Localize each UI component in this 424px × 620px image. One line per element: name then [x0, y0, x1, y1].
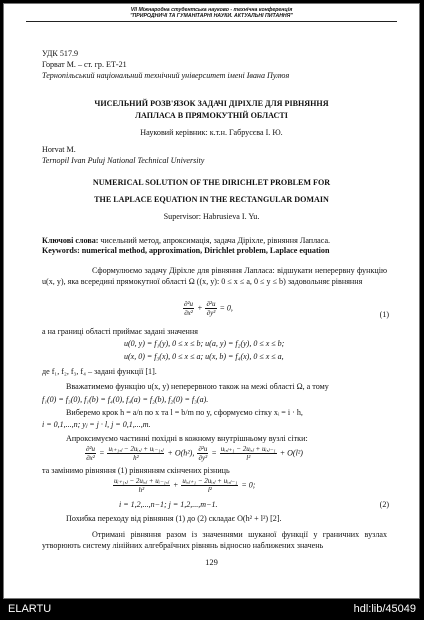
keywords-ua-label: Ключові слова:	[42, 236, 99, 245]
equation-1-tail: = 0,	[219, 303, 233, 313]
repository-name: ELARTU	[8, 603, 52, 615]
author-en: Horvat M.	[42, 145, 76, 154]
title-ua-line-2: ЛАПЛАСА В ПРЯМОКУТНІЙ ОБЛАСТІ	[135, 111, 288, 120]
boundary-condition-1: u(0, y) = f₁(y), 0 ≤ x ≤ b; u(a, y) = f₂(y), 0 ≤ x ≤ b;	[124, 339, 285, 348]
title-en-line-2: THE LAPLACE EQUATION IN THE RECTANGULAR DOMAIN	[94, 195, 329, 204]
page-number: 129	[205, 557, 218, 567]
paragraph-4: Вважатимемо функцію u(x, y) неперервною також на межі області Ω, а тому	[66, 382, 329, 391]
grid-definition: i = 0,1,...,n; yⱼ = j · l, j = 0,1,...,m.	[42, 420, 151, 429]
handle-id: hdl:lib/45049	[353, 603, 416, 615]
paragraph-2: а на границі області приймає задані значення	[42, 327, 198, 336]
keywords-en-label: Keywords:	[42, 246, 80, 255]
supervisor-en: Supervisor: Habrusieva I. Yu.	[163, 212, 260, 221]
affiliation-en: Ternopil Ivan Puluj National Technical University	[42, 156, 205, 165]
conference-line-2: "ПРИРОДНИЧІ ТА ГУМАНІТАРНІ НАУКИ. АКТУАЛЬНІ ПИТАННЯ"	[130, 13, 293, 20]
equation-2-number: (2)	[379, 500, 389, 509]
paragraph-6: Апроксимуємо частинні похідні в кожному внутрішньому вузлі сітки:	[66, 434, 308, 443]
laplace-equation: $\frac{\text{∂²u}}{\text{∂x²}}$ + $\frac{\text{∂²u}}{\text{∂y²}}$ = 0,	[184, 300, 233, 317]
paragraph-8: Похибка переходу від рівняння (1) до (2) складає O(h² + l²) [2].	[66, 514, 282, 523]
paragraph-9: Отримані рівняння разом із значеннями шуканої функції у граничних вузлах утворюють систему лінійних алгебраїчних рівнянь відносно наближених значень	[42, 530, 387, 550]
title-en-line-1: NUMERICAL SOLUTION OF THE DIRICHLET PROBLEM FOR	[92, 178, 331, 187]
document-page	[3, 3, 420, 599]
supervisor-ua: Науковий керівник: к.т.н. Габрусєва І. Ю.	[140, 128, 283, 137]
finite-difference-equation: $\frac{\text{uᵢ₊₁,ⱼ − 2uᵢ,ⱼ + uᵢ₋₁,ⱼ}}{\text{h²}}$ + $\frac{\text{uᵢ,ⱼ₊₁ − 2uᵢ,ⱼ + uᵢ,ⱼ₋₁}}{\text{l²}}$ = 0;	[114, 477, 256, 494]
order-l: + O(l²)	[279, 448, 303, 458]
conference-header	[4, 7, 419, 19]
title-ua-line-1: ЧИСЕЛЬНИЙ РОЗВ'ЯЗОК ЗАДАЧІ ДІРІХЛЕ ДЛЯ РІВНЯННЯ	[94, 99, 329, 108]
affiliation-ua: Тернопільський національний технічний університет імені Івана Пулюя	[42, 71, 290, 80]
order-h: + O(h²)	[167, 448, 193, 458]
udc-code: УДК 517.9	[42, 49, 79, 58]
paragraph-3: де f₁, f₂, f₃, f₄ – задані функції [1].	[42, 367, 157, 376]
index-ranges: i = 1,2,...,n−1; j = 1,2,...,m−1.	[119, 500, 218, 509]
paragraph-1: Сформулюємо задачу Діріхле для рівняння Лапласа: відшукати неперервну функцію u(x, y), яка всередині прямокутної області Ω ((x, y): 0 ≤ x ≤ a, 0 ≤ y ≤ b) задовольняє рівняння	[42, 266, 387, 286]
paragraph-7: та замінимо рівняння (1) рівнянням скінчених різниць	[42, 466, 230, 475]
author-ua: Горват М. – ст. гр. ЕТ-21	[42, 60, 127, 69]
conference-line-1: VII Міжнародна студентська науково - технічна конференція	[130, 7, 293, 13]
keywords-en	[42, 246, 329, 256]
derivative-approximation: $\frac{\text{∂²u}}{\text{∂x²}}$ = $\frac{\text{uᵢ₊₁,ⱼ − 2uᵢ,ⱼ + uᵢ₋₁,ⱼ}}{\text{h²}}$ + O(h²), $\frac{\text{∂²u}}{\text{∂y²}}$ = $\frac{\text{uᵢ,ⱼ₊₁ − 2uᵢ,ⱼ + uᵢ,ⱼ₋₁}}{\text{l²}}$ + O(l²)	[86, 445, 303, 462]
keywords-ua-text: чисельний метод, апроксимація, задача Діріхле, рівняння Лапласа.	[98, 236, 331, 245]
equation-1-number: (1)	[379, 310, 389, 319]
corner-conditions: f₁(0) = f₃(0), f₁(b) = f₄(0), f₄(a) = f₂(b), f₂(0) = f₃(a).	[42, 395, 209, 404]
paragraph-5: Виберемо крок h = a/n по x та l = b/m по y, сформуємо сітку xᵢ = i · h,	[66, 408, 303, 417]
header-rule	[26, 21, 397, 22]
equation-2-tail: = 0;	[241, 480, 256, 490]
keywords-en-text: numerical method, approximation, Dirichlet problem, Laplace equation	[79, 246, 330, 255]
keywords-ua	[42, 236, 330, 246]
boundary-condition-2: u(x, 0) = f₃(x), 0 ≤ x ≤ a; u(x, b) = f₄(x), 0 ≤ x ≤ a,	[124, 352, 284, 361]
